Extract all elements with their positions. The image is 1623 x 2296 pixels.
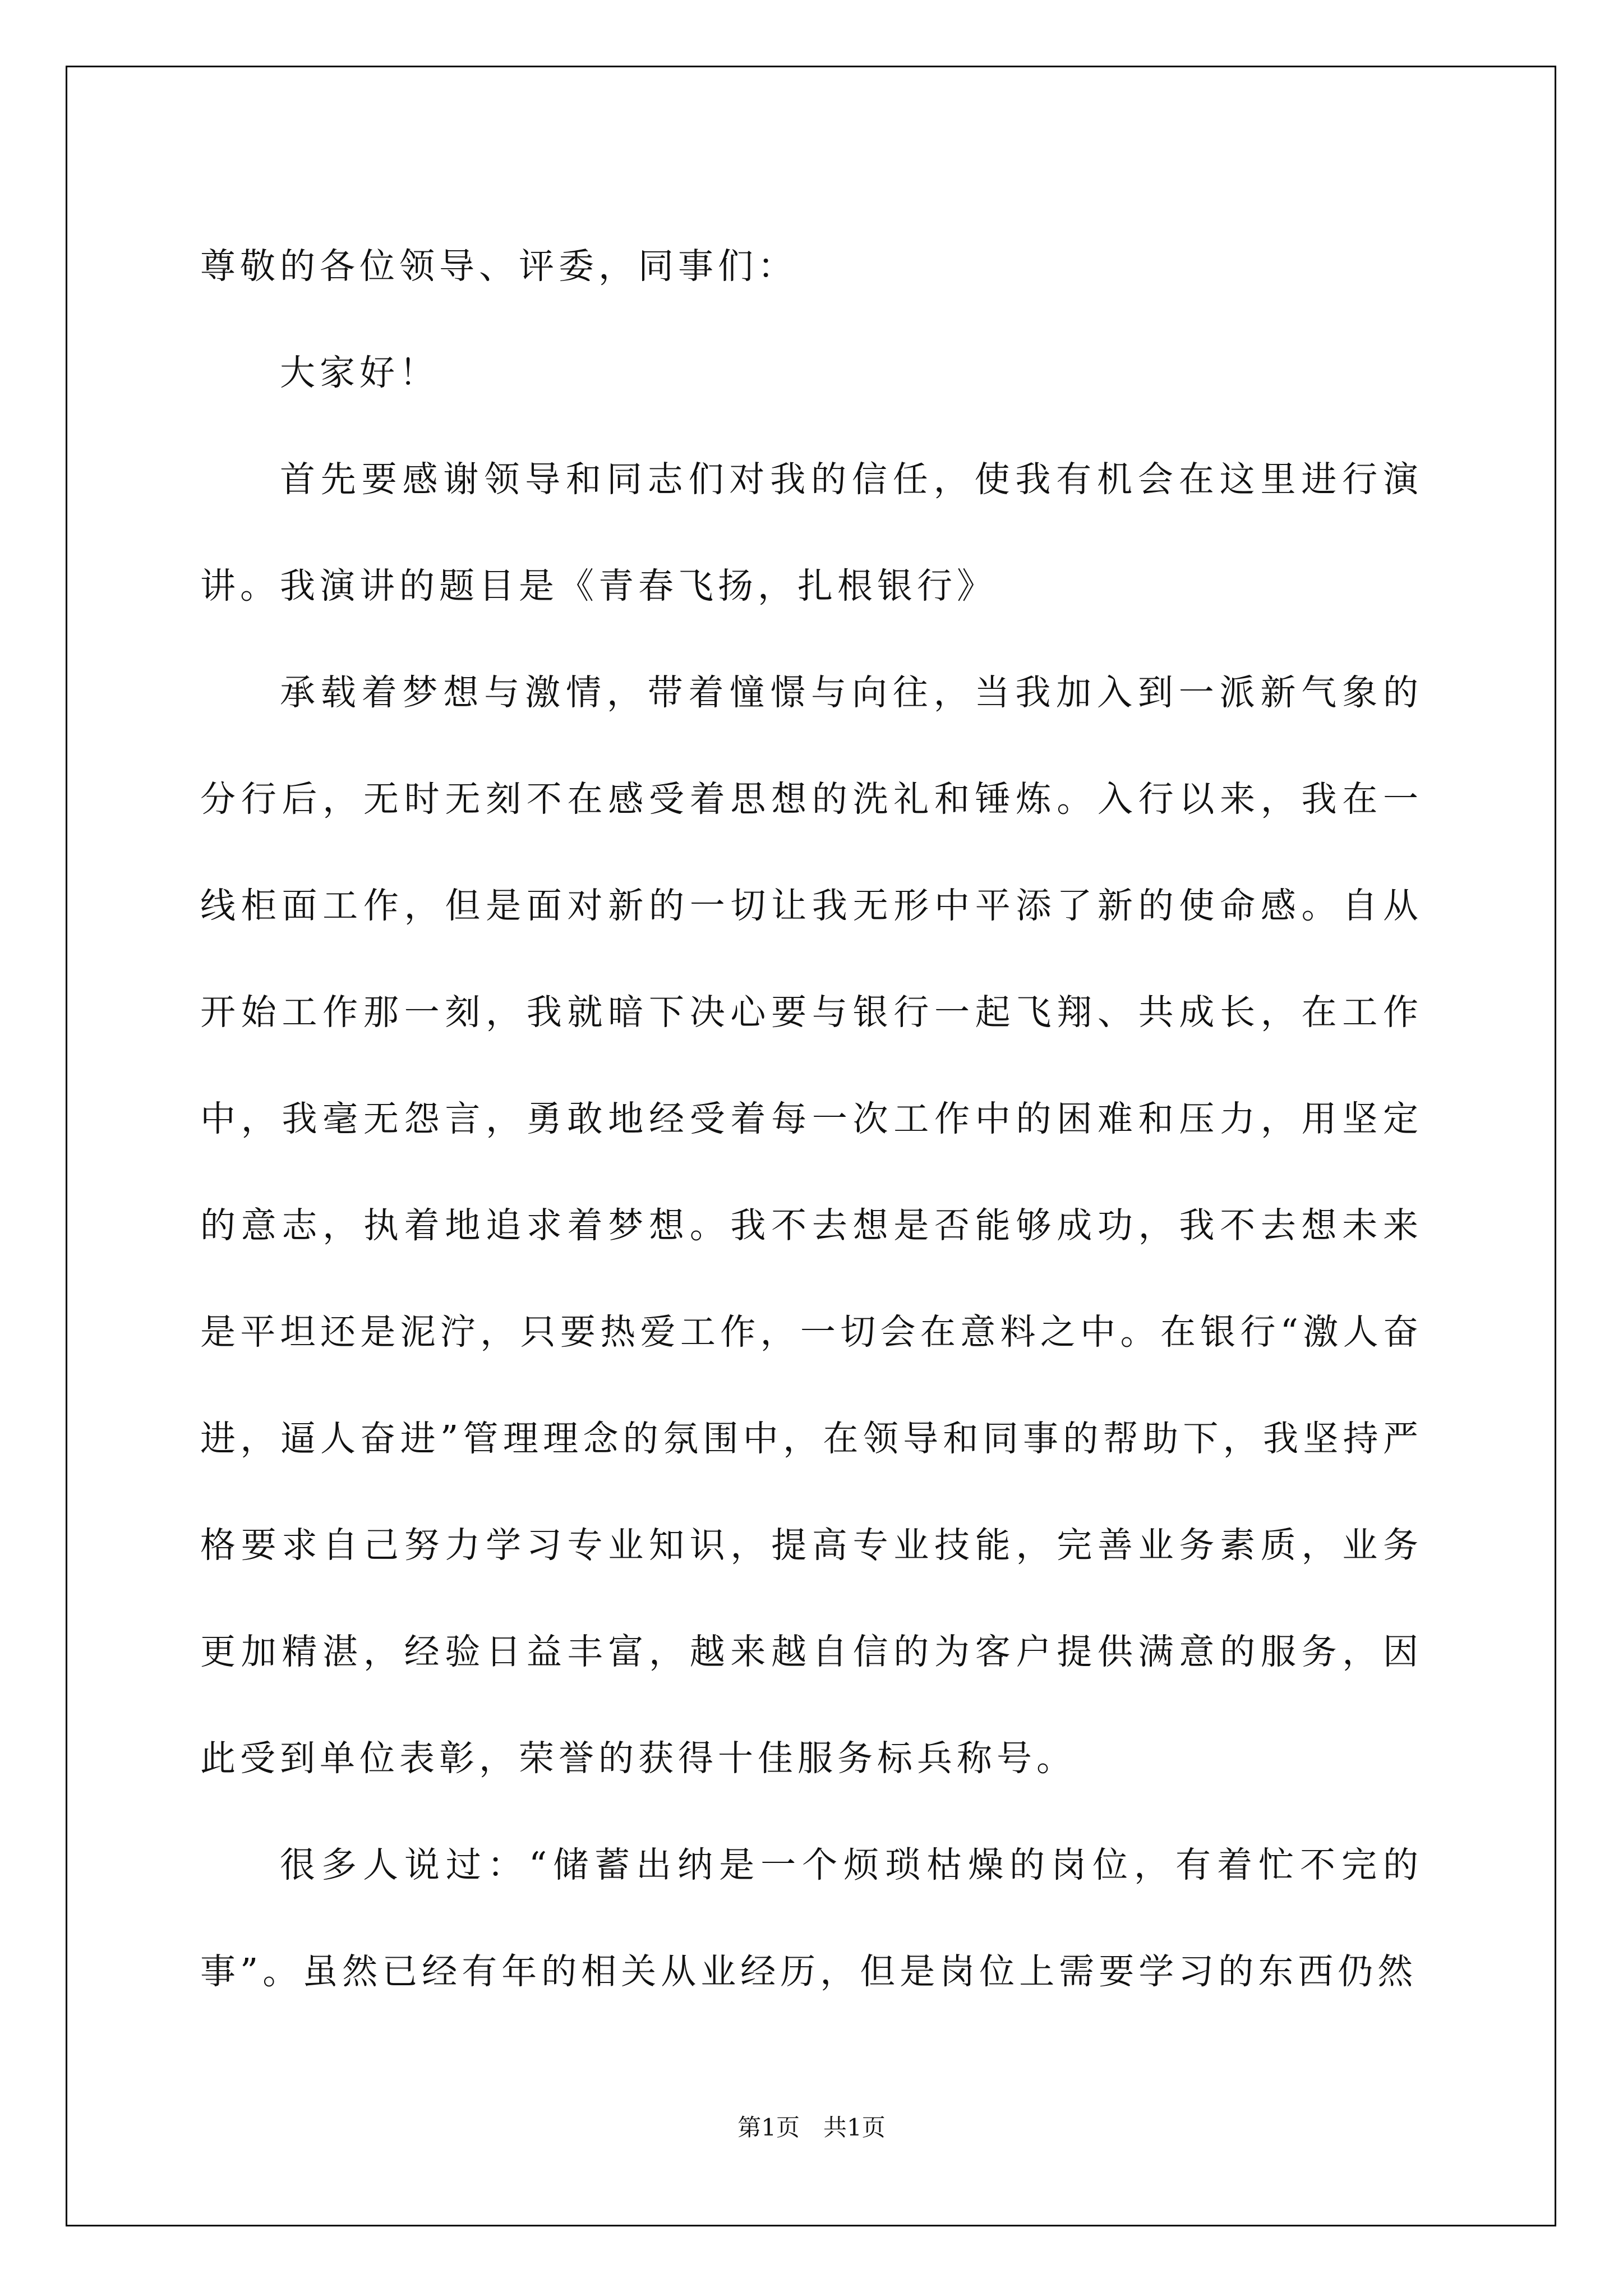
document-body <box>200 213 1423 2025</box>
paragraph-intro: 首先要感谢领导和同志们对我的信任，使我有机会在这里进行演讲。我演讲的题目是《青春飞扬，扎根银行》 <box>200 459 1423 606</box>
paragraph-greeting: 大家好！ <box>280 352 439 393</box>
page-number-footer: 第1页 共1页 <box>737 2114 886 2141</box>
paragraph-continued: 很多人说过：“储蓄出纳是一个烦琐枯燥的岗位，有着忙不完的事”。虽然已经有年的相关从业经历，但是岗位上需要学习的东西仍然 <box>200 1844 1423 1992</box>
paragraph-main: 承载着梦想与激情，带着憧憬与向往，当我加入到一派新气象的分行后，无时无刻不在感受着思想的洗礼和锤炼。入行以来，我在一线柜面工作，但是面对新的一切让我无形中平添了新的使命感。自从开始工作那一刻，我就暗下决心要与银行一起飞翔、共成长，在工作中，我毫无怨言，勇敢地经受着每一次工作中的困难和压力，用坚定的意志，执着地追求着梦想。我不去想是否能够成功，我不去想未来是平坦还是泥泞，只要热爱工作，一切会在意料之中。在银行“激人奋进，逼人奋进”管理理念的氛围中，在领导和同事的帮助下，我坚持严格要求自己努力学习专业知识，提高专业技能，完善业务素质，业务更加精湛，经验日益丰富，越来越自信的为客户提供满意的服务，因此受到单位表彰，荣誉的获得十佳服务标兵称号。 <box>200 672 1423 1779</box>
salutation: 尊敬的各位领导、评委，同事们： <box>200 246 797 287</box>
